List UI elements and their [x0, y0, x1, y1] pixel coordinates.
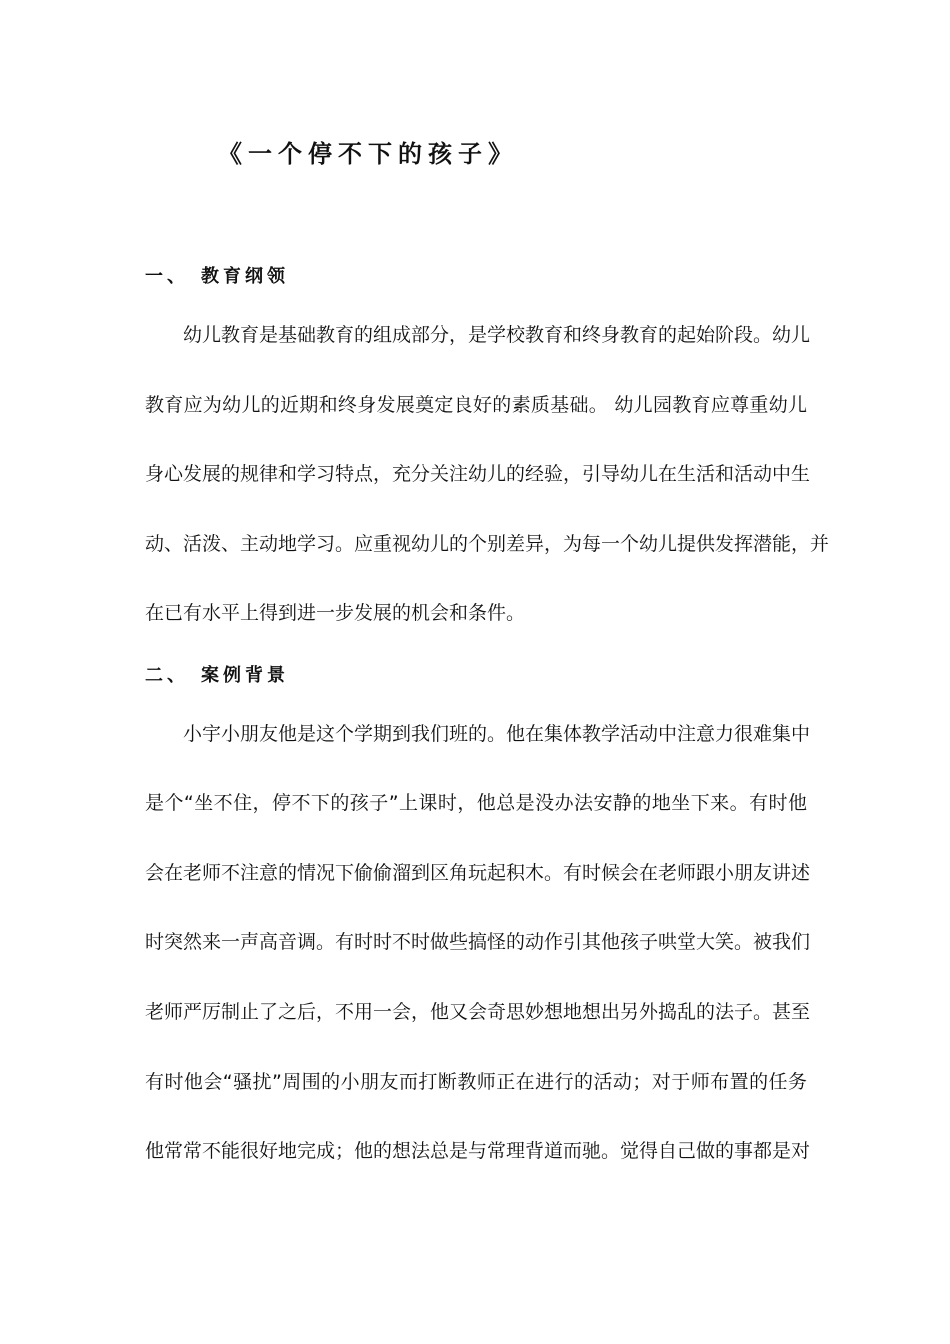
section-heading-2 — [145, 661, 289, 687]
paragraph-line: 小宇小朋友他是这个学期到我们班的。他在集体教学活动中注意力很难集中 — [183, 723, 811, 745]
paragraph-line: 幼儿教育是基础教育的组成部分，是学校教育和终身教育的起始阶段。幼儿 — [183, 324, 811, 346]
section-number: 二、 — [145, 665, 189, 686]
section-number: 一、 — [145, 266, 189, 287]
paragraph-line: 动、活泼、主动地学习。应重视幼儿的个别差异，为每一个幼儿提供发挥潜能，并 — [145, 533, 830, 555]
paragraph-line: 时突然来一声高音调。有时时不时做些搞怪的动作引其他孩子哄堂大笑。被我们 — [145, 931, 811, 953]
document-title: 《一个停不下的孩子》 — [218, 140, 518, 168]
paragraph-line: 有时他会“骚扰”周围的小朋友而打断教师正在进行的活动；对于师布置的任务 — [145, 1071, 807, 1093]
section-heading-1 — [145, 262, 289, 288]
section-title: 案例背景 — [201, 665, 289, 686]
paragraph-line: 教育应为幼儿的近期和终身发展奠定良好的素质基础。 幼儿园教育应尊重幼儿 — [145, 394, 807, 416]
paragraph-line: 老师严厉制止了之后，不用一会，他又会奇思妙想地想出另外捣乱的法子。甚至 — [145, 1001, 811, 1023]
paragraph-line: 在已有水平上得到进一步发展的机会和条件。 — [145, 602, 526, 624]
paragraph-line: 他常常不能很好地完成；他的想法总是与常理背道而驰。觉得自己做的事都是对 — [145, 1140, 811, 1162]
paragraph-line: 身心发展的规律和学习特点，充分关注幼儿的经验，引导幼儿在生活和活动中生 — [145, 463, 811, 485]
section-title: 教育纲领 — [201, 266, 289, 287]
paragraph-line: 是个“坐不住，停不下的孩子”上课时，他总是没办法安静的地坐下来。有时他 — [145, 792, 807, 814]
paragraph-line: 会在老师不注意的情况下偷偷溜到区角玩起积木。有时候会在老师跟小朋友讲述 — [145, 862, 811, 884]
